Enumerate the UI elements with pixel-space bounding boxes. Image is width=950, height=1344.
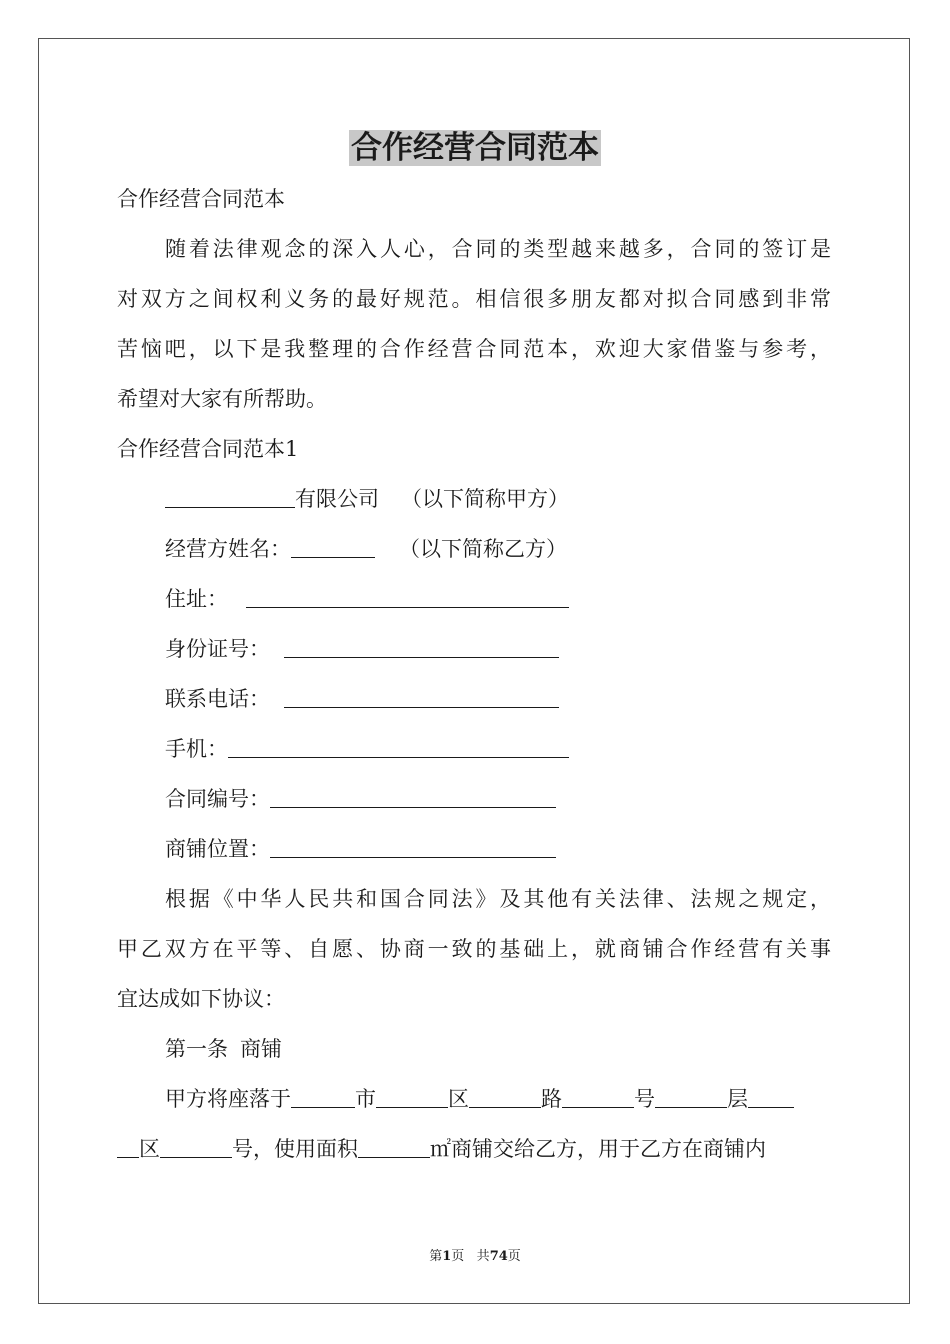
zone-label: 区 <box>139 1137 160 1161</box>
id-number-blank <box>284 635 559 658</box>
document-title: 合作经营合同范本 <box>351 130 599 166</box>
footer-total-pages: 74 <box>489 1249 508 1264</box>
article-1-heading <box>165 1034 282 1064</box>
basis-line-1: 根据《中华人民共和国合同法》及其他有关法律、法规之规定， <box>165 887 831 911</box>
intro-line-1: 随着法律观念的深入人心，合同的类型越来越多，合同的签订是 <box>165 237 831 261</box>
id-number-label: 身份证号： <box>165 637 270 661</box>
mobile-line <box>165 734 569 764</box>
party-a-note: （以下简称甲方） <box>401 487 569 511</box>
party-a-line <box>165 484 569 514</box>
phone-blank <box>284 685 559 708</box>
phone-line <box>165 684 559 714</box>
contract-no-label: 合同编号： <box>165 787 270 811</box>
zone-blank-start <box>748 1085 794 1108</box>
intro-line-2: 对双方之间权利义务的最好规范。相信很多朋友都对拟合同感到非常 <box>117 287 831 311</box>
id-number-line <box>165 634 559 664</box>
document-subtitle: 合作经营合同范本 <box>117 187 285 211</box>
party-b-line <box>165 534 567 564</box>
floor-blank <box>655 1085 727 1108</box>
shop-location-label: 商铺位置： <box>165 837 270 861</box>
mobile-blank <box>228 735 569 758</box>
article-1-number: 第一条 <box>165 1037 228 1061</box>
basis-line-2: 甲乙双方在平等、自愿、协商一致的基础上，就商铺合作经营有关事 <box>117 937 831 961</box>
number-label: 号 <box>634 1087 655 1111</box>
city-blank <box>291 1085 355 1108</box>
page-footer <box>0 1248 950 1266</box>
intro-line-3: 苦恼吧，以下是我整理的合作经营合同范本，欢迎大家借鉴与参考， <box>117 337 831 361</box>
shop-location-blank <box>270 835 556 858</box>
area-label: 号，使用面积 <box>232 1137 358 1161</box>
district-label: 区 <box>448 1087 469 1111</box>
mobile-label: 手机： <box>165 737 228 761</box>
party-a-label: 有限公司 <box>295 487 379 511</box>
article-1-line-1 <box>165 1084 794 1114</box>
article-1-name: 商铺 <box>240 1037 282 1061</box>
contract-no-line <box>165 784 556 814</box>
page-border <box>38 38 910 1304</box>
shop-location-line <box>165 834 556 864</box>
number-blank <box>562 1085 634 1108</box>
article-1-line-2 <box>117 1134 766 1164</box>
party-b-label: 经营方姓名： <box>165 537 291 561</box>
party-b-note: （以下简称乙方） <box>399 537 567 561</box>
unit-blank <box>160 1135 232 1158</box>
footer-total-suffix: 页 <box>507 1249 521 1264</box>
article-1-text-rest: ㎡商铺交给乙方，用于乙方在商铺内 <box>430 1137 766 1161</box>
zone-blank-end <box>117 1135 139 1158</box>
article-1-text-a: 甲方将座落于 <box>165 1087 291 1111</box>
footer-page-prefix: 第 <box>429 1249 443 1264</box>
basis-line-3: 宜达成如下协议： <box>117 987 285 1011</box>
footer-page-number: 1 <box>442 1249 452 1264</box>
contract-no-blank <box>270 785 556 808</box>
operator-name-blank <box>291 535 375 558</box>
road-blank <box>469 1085 541 1108</box>
footer-page-suffix: 页 <box>451 1249 465 1264</box>
address-blank <box>246 585 569 608</box>
road-label: 路 <box>541 1087 562 1111</box>
address-label: 住址： <box>165 587 228 611</box>
company-name-blank <box>165 485 295 508</box>
address-line <box>165 584 569 614</box>
intro-line-4: 希望对大家有所帮助。 <box>117 387 327 411</box>
section-heading: 合作经营合同范本1 <box>117 437 299 461</box>
footer-total-prefix: 共 <box>476 1249 490 1264</box>
area-blank <box>358 1135 430 1158</box>
district-blank <box>376 1085 448 1108</box>
phone-label: 联系电话： <box>165 687 270 711</box>
city-label: 市 <box>355 1087 376 1111</box>
floor-label: 层 <box>727 1087 748 1111</box>
